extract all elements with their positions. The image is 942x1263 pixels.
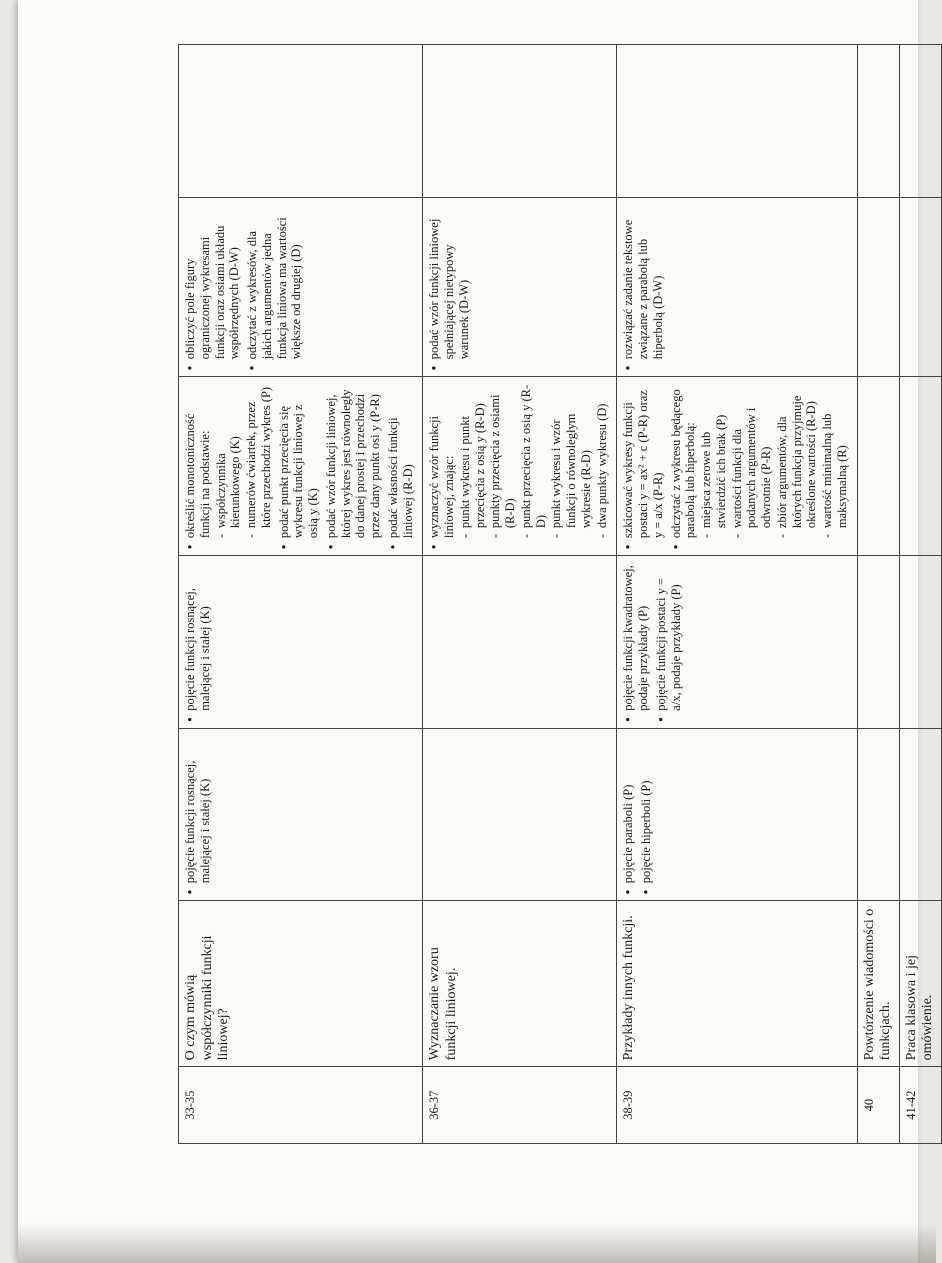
concepts-cell (179, 728, 423, 901)
bullet-list (183, 735, 213, 895)
bullet-list (427, 204, 471, 370)
table-body (179, 45, 942, 1144)
curriculum-table (178, 44, 942, 1144)
binding-shadow (18, 1223, 936, 1263)
bullet-list (427, 383, 609, 549)
bullet-text: pojęcie funkcji rosnącej, malejącej i stałej (K) (183, 588, 212, 711)
knowledge-cell (423, 556, 617, 729)
bullet-item (639, 735, 654, 895)
skills-cell (617, 377, 857, 556)
bullet-list (183, 383, 415, 549)
bullet-item (183, 204, 242, 370)
bullet-item (654, 562, 684, 722)
bullet-item (245, 204, 304, 370)
table-row (857, 45, 899, 1144)
extended-skills-cell (617, 198, 857, 377)
sub-item: - punkty przecięcia z osiami (R-D) (488, 383, 518, 538)
bullet-item (621, 383, 665, 549)
sub-item: - punkt przecięcia z osią y (R-D) (519, 383, 549, 538)
lesson-topic: Przykłady innych funkcji. (617, 901, 857, 1067)
extended-skills-cell (423, 198, 617, 377)
empty-cell (899, 45, 941, 198)
bullet-item (427, 204, 471, 370)
bullet-item (427, 383, 609, 549)
extended-skills-cell (899, 198, 941, 377)
lesson-number: 36-37 (423, 1067, 617, 1144)
sub-item: - punkt wykresu i wzór funkcji o równoległym wykresie (R-D) (549, 383, 593, 538)
knowledge-cell (617, 556, 857, 729)
bullet-text: pojęcie hiperboli (P) (639, 780, 653, 884)
table-row (899, 45, 941, 1144)
bullet-text: podać własności funkcji liniowej (R-D) (385, 417, 415, 539)
bullet-list (621, 735, 654, 895)
bullet-list (183, 562, 213, 722)
sub-item: - wartość minimalną lub maksymalną (R) (820, 383, 850, 538)
bullet-text: rozwiązać zadanie tekstowe związane z parabolą lub hiperbolą (D-W) (621, 219, 665, 360)
lesson-topic: Wyznaczanie wzoru funkcji liniowej. (423, 901, 617, 1067)
bullet-item (621, 204, 665, 370)
table-row (179, 45, 423, 1144)
extended-skills-cell (179, 198, 423, 377)
skills-cell (179, 377, 423, 556)
sub-list (699, 383, 850, 538)
empty-cell (179, 45, 423, 198)
bullet-text: odczytać z wykresu będącego parabolą lub hiperbolą: (668, 389, 698, 539)
empty-cell (423, 45, 617, 198)
sub-list (458, 383, 610, 538)
lesson-number: 33-35 (179, 1067, 423, 1144)
bullet-item (183, 735, 213, 895)
concepts-cell (857, 728, 899, 901)
bullet-text: pojęcie funkcji postaci y = a/x, podaje przykłady (P) (653, 577, 683, 711)
bullet-item (277, 383, 321, 549)
bullet-list (621, 562, 683, 722)
bullet-item (669, 383, 850, 549)
bullet-text: podać wzór funkcji liniowej, której wykres jest równoległy do danej prostej i przechodzi przez dany punkt osi y (P-R) (323, 389, 382, 539)
empty-cell (617, 45, 857, 198)
sub-item: - zbiór argumentów, dla których funkcja przyjmuje określone wartości (R-D) (775, 383, 819, 538)
knowledge-cell (857, 556, 899, 729)
concepts-cell (423, 728, 617, 901)
table-row (423, 45, 617, 1144)
bullet-item (183, 562, 213, 722)
sub-item: - wartości funkcji dla podanych argumentów i odwrotnie (P-R) (730, 383, 774, 538)
concepts-cell (899, 728, 941, 901)
lesson-number: 41-42 (899, 1067, 941, 1144)
bullet-item (183, 383, 274, 549)
bullet-list (621, 383, 849, 549)
sub-item: - numerów ćwiartek, przez które przechodzi wykres (P) (244, 383, 274, 538)
bullet-item (324, 383, 383, 549)
scanned-page (18, 0, 936, 1263)
lesson-topic: Praca klasowa i jej omówienie. (899, 901, 941, 1067)
bullet-text: wyznaczyć wzór funkcji liniowej, znając: (427, 416, 456, 539)
bullet-text: pojęcie paraboli (P) (621, 784, 636, 884)
lesson-number: 38-39 (617, 1067, 857, 1144)
concepts-cell (617, 728, 857, 901)
lesson-number: 40 (857, 1067, 899, 1144)
bullet-list (621, 204, 665, 370)
rotated-table-container (178, 44, 936, 1144)
skills-cell (423, 377, 617, 556)
bullet-text: podać wzór funkcji liniowej spełniającej nietypowy warunek (D-W) (427, 218, 471, 360)
lesson-topic: O czym mówią współczynniki funkcji liniowej? (179, 901, 423, 1067)
sub-item: - współczynnika kierunkowego (K) (214, 383, 244, 538)
sub-list (214, 383, 274, 538)
knowledge-cell (179, 556, 423, 729)
bullet-item (386, 383, 416, 549)
bullet-text: podać punkt przecięcia się wykresu funkcji liniowej z osią y (K) (276, 404, 320, 539)
sub-item: - miejsca zerowe lub stwierdzić ich brak (P) (699, 383, 729, 538)
bullet-text: pojęcie funkcji kwadratowej, podaje przykłady (P) (621, 565, 650, 711)
bullet-text: obliczyć pole figury ograniczonej wykresami funkcji oraz osiami układu współrzędnych (D-W) (183, 225, 242, 360)
skills-cell (899, 377, 941, 556)
bullet-list (183, 204, 304, 370)
bullet-text: odczytać z wykresów, dla jakich argumentów jedna funkcja liniowa ma wartości większe od drugiej (D) (245, 217, 304, 360)
knowledge-cell (899, 556, 941, 729)
bullet-item (621, 562, 651, 722)
bullet-text: szkicować wykresy funkcji postaci y = ax² + c (P-R) oraz y = a/x (P-R) (621, 390, 665, 539)
bullet-item (621, 735, 636, 895)
bullet-text: pojęcie funkcji rosnącej, malejącej i stałej (K) (183, 760, 212, 884)
table-row (617, 45, 857, 1144)
empty-cell (857, 45, 899, 198)
skills-cell (857, 377, 899, 556)
sub-item: - dwa punkty wykresu (D) (595, 383, 610, 538)
extended-skills-cell (857, 198, 899, 377)
sub-item: - punkt wykresu i punkt przecięcia z osią y (R-D) (458, 383, 488, 538)
lesson-topic: Powtórzenie wiadomości o funkcjach. (857, 901, 899, 1067)
bullet-text: określić monotoniczność funkcji na podstawie: (183, 413, 212, 539)
